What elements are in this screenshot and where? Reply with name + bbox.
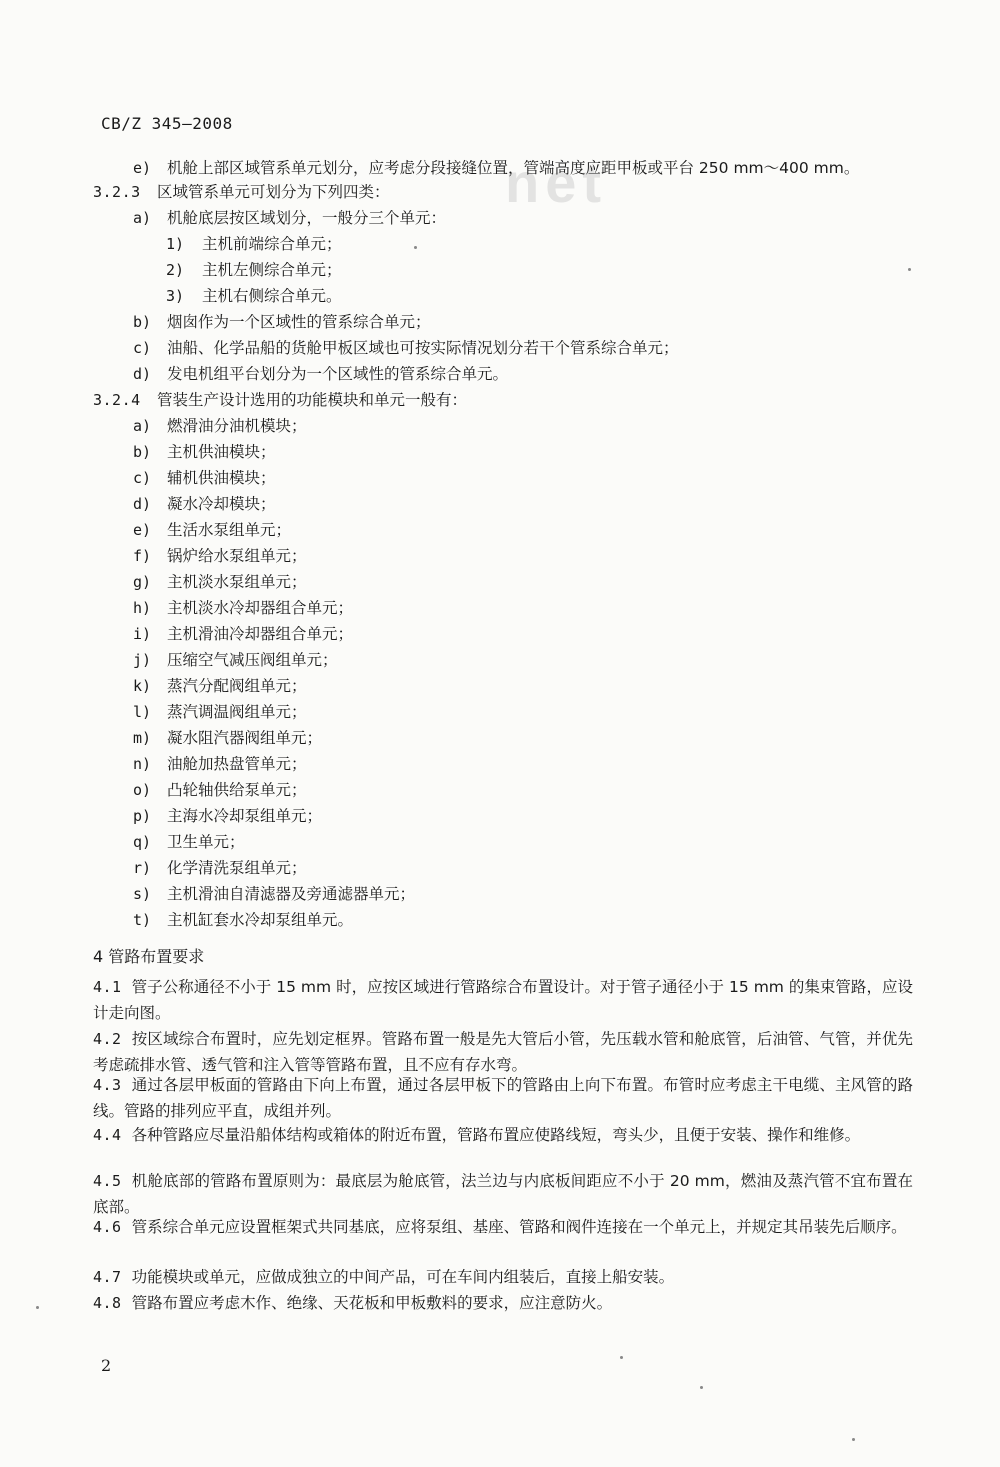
- paragraph-text: 管路布置应考虑木作、绝缘、天花板和甲板敷料的要求，应注意防火。: [131, 1294, 613, 1312]
- item-text: 机舱上部区域管系单元划分，应考虑分段接缝位置，管端高度应距甲板或平台 250 mm～400 mm。: [167, 159, 860, 177]
- item-text: 主机左侧综合单元；: [202, 261, 342, 279]
- paragraph-4-2: [93, 1026, 913, 1078]
- list-item: [133, 910, 353, 930]
- item-label: e): [133, 159, 152, 177]
- paragraph-text: 各种管路应尽量沿船体结构或箱体的附近布置，管路布置应使路线短，弯头少，且便于安装、操作和维修。: [131, 1126, 861, 1144]
- item-text: 主机前端综合单元；: [202, 235, 342, 253]
- item-text: 蒸汽调温阀组单元；: [167, 703, 307, 721]
- list-item: [133, 494, 276, 514]
- item-label: 2): [166, 261, 185, 279]
- paragraph-text: 机舱底部的管路布置原则为：最底层为舱底管，法兰边与内底板间距应不小于 20 mm，燃油及蒸汽管不宜布置在底部。: [93, 1172, 913, 1216]
- item-text: 油舱加热盘管单元；: [167, 755, 307, 773]
- list-item: [133, 598, 353, 618]
- paragraph-number: 4.7: [93, 1268, 122, 1286]
- section-text: 管装生产设计选用的功能模块和单元一般有：: [157, 391, 468, 409]
- list-item: [166, 234, 342, 254]
- list-item: [133, 364, 508, 384]
- section-number: 3.2.3: [93, 183, 141, 201]
- paragraph-4-4: [93, 1122, 913, 1148]
- scan-speck: [700, 1386, 703, 1389]
- item-label: q): [133, 833, 152, 851]
- list-item: [133, 520, 291, 540]
- list-item: [133, 832, 245, 852]
- item-label: d): [133, 365, 152, 383]
- item-text: 油船、化学品船的货舱甲板区域也可按实际情况划分若干个管系综合单元；: [167, 339, 679, 357]
- item-text: 发电机组平台划分为一个区域性的管系综合单元。: [167, 365, 509, 383]
- item-text: 辅机供油模块；: [167, 469, 276, 487]
- item-label: 3): [166, 287, 185, 305]
- list-item: [133, 858, 307, 878]
- list-item: [166, 286, 342, 306]
- item-label: b): [133, 313, 152, 331]
- item-label: h): [133, 599, 152, 617]
- paragraph-4-3: [93, 1072, 913, 1124]
- item-label: d): [133, 495, 152, 513]
- item-label: 1): [166, 235, 185, 253]
- paragraph-4-1: [93, 974, 913, 1026]
- list-item: [133, 158, 859, 178]
- item-label: r): [133, 859, 152, 877]
- item-label: t): [133, 911, 152, 929]
- item-text: 锅炉给水泵组单元；: [167, 547, 307, 565]
- list-item: [133, 416, 307, 436]
- item-text: 机舱底层按区域划分，一般分三个单元：: [167, 209, 447, 227]
- paragraph-number: 4.3: [93, 1076, 122, 1094]
- item-label: c): [133, 339, 152, 357]
- item-text: 燃滑油分油机模块；: [167, 417, 307, 435]
- item-label: j): [133, 651, 152, 669]
- item-text: 化学清洗泵组单元；: [167, 859, 307, 877]
- item-label: a): [133, 209, 152, 227]
- item-label: l): [133, 703, 152, 721]
- item-text: 主机滑油自清滤器及旁通滤器单元；: [167, 885, 416, 903]
- section-heading-3-2-4: [93, 390, 467, 410]
- item-label: g): [133, 573, 152, 591]
- paragraph-number: 4.5: [93, 1172, 122, 1190]
- section-text: 区域管系单元可划分为下列四类：: [157, 183, 390, 201]
- paragraph-text: 管子公称通径不小于 15 mm 时，应按区域进行管路综合布置设计。对于管子通径小于 15 mm 的集束管路，应设计走向图。: [93, 978, 913, 1022]
- watermark: net: [505, 151, 607, 214]
- item-text: 主机供油模块；: [167, 443, 276, 461]
- list-item: [133, 468, 276, 488]
- item-label: o): [133, 781, 152, 799]
- item-text: 凝水冷却模块；: [167, 495, 276, 513]
- paragraph-text: 管系综合单元应设置框架式共同基底，应将泵组、基座、管路和阀件连接在一个单元上，并规定其吊装先后顺序。: [131, 1218, 907, 1236]
- section-heading-3-2-3: [93, 182, 390, 202]
- list-item: [166, 260, 342, 280]
- item-text: 生活水泵组单元；: [167, 521, 292, 539]
- paragraph-4-6: [93, 1214, 913, 1240]
- list-item: [133, 780, 307, 800]
- paragraph-text: 按区域综合布置时，应先划定框界。管路布置一般是先大管后小管，先压载水管和舱底管，后油管、气管，并优先考虑疏排水管、透气管和注入管等管路布置，且不应有存水弯。: [93, 1030, 913, 1074]
- list-item: [133, 208, 446, 228]
- list-item: [133, 572, 307, 592]
- item-label: p): [133, 807, 152, 825]
- list-item: [133, 676, 307, 696]
- list-item: [133, 884, 415, 904]
- item-text: 主机淡水泵组单元；: [167, 573, 307, 591]
- section-number: 3.2.4: [93, 391, 141, 409]
- paragraph-number: 4.2: [93, 1030, 122, 1048]
- paragraph-4-8: [93, 1290, 913, 1316]
- item-text: 烟囱作为一个区域性的管系综合单元；: [167, 313, 431, 331]
- paragraph-text: 通过各层甲板面的管路由下向上布置，通过各层甲板下的管路由上向下布置。布管时应考虑主干电缆、主风管的路线。管路的排列应平直，成组并列。: [93, 1076, 913, 1120]
- item-text: 主机滑油冷却器组合单元；: [167, 625, 354, 643]
- item-text: 蒸汽分配阀组单元；: [167, 677, 307, 695]
- list-item: [133, 546, 307, 566]
- list-item: [133, 624, 353, 644]
- paragraph-number: 4.1: [93, 978, 122, 996]
- list-item: [133, 312, 431, 332]
- paragraph-text: 功能模块或单元，应做成独立的中间产品，可在车间内组装后，直接上船安装。: [131, 1268, 675, 1286]
- paragraph-4-5: [93, 1168, 913, 1220]
- list-item: [133, 442, 276, 462]
- item-text: 卫生单元；: [167, 833, 245, 851]
- list-item: [133, 650, 338, 670]
- item-text: 凝水阻汽器阀组单元；: [167, 729, 323, 747]
- item-text: 凸轮轴供给泵单元；: [167, 781, 307, 799]
- paragraph-number: 4.4: [93, 1126, 122, 1144]
- item-text: 主海水冷却泵组单元；: [167, 807, 323, 825]
- list-item: [133, 702, 307, 722]
- section-4-title: 4 管路布置要求: [93, 947, 205, 966]
- item-label: n): [133, 755, 152, 773]
- item-label: s): [133, 885, 152, 903]
- list-item: [133, 806, 322, 826]
- list-item: [133, 728, 322, 748]
- page-number: 2: [101, 1356, 112, 1375]
- item-label: e): [133, 521, 152, 539]
- list-item: [133, 338, 679, 358]
- item-label: m): [133, 729, 152, 747]
- item-label: k): [133, 677, 152, 695]
- item-label: c): [133, 469, 152, 487]
- paragraph-4-7: [93, 1264, 913, 1290]
- scan-speck: [414, 246, 417, 249]
- item-text: 压缩空气减压阀组单元；: [167, 651, 338, 669]
- scan-speck: [36, 1306, 39, 1309]
- item-label: a): [133, 417, 152, 435]
- item-text: 主机缸套水冷却泵组单元。: [167, 911, 354, 929]
- scan-speck: [852, 1438, 855, 1441]
- scan-speck: [908, 268, 911, 271]
- item-label: f): [133, 547, 152, 565]
- item-label: b): [133, 443, 152, 461]
- list-item: [133, 754, 307, 774]
- scan-speck: [620, 1356, 623, 1359]
- item-label: i): [133, 625, 152, 643]
- standard-code-header: CB/Z 345—2008: [101, 114, 233, 133]
- item-text: 主机淡水冷却器组合单元；: [167, 599, 354, 617]
- paragraph-number: 4.6: [93, 1218, 122, 1236]
- item-text: 主机右侧综合单元。: [202, 287, 342, 305]
- paragraph-number: 4.8: [93, 1294, 122, 1312]
